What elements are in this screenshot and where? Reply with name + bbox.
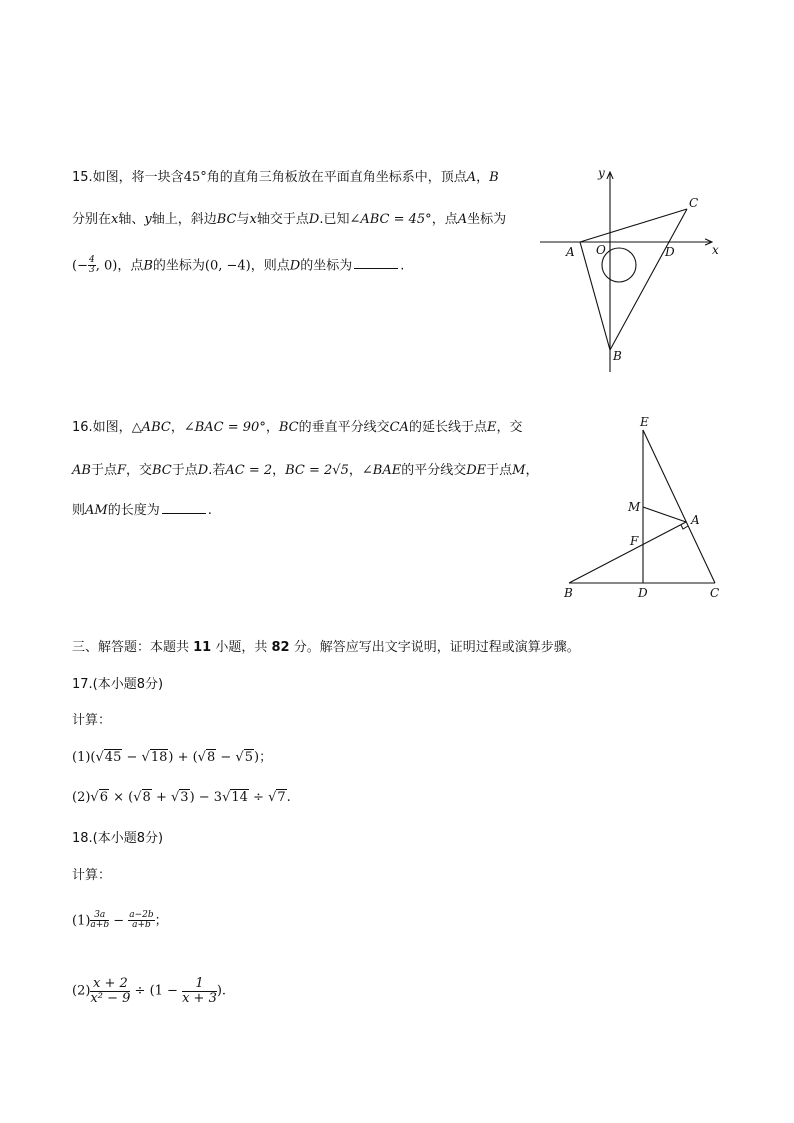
- q16-bc: BC: [278, 420, 299, 435]
- q15-frac-den: 3: [88, 265, 95, 276]
- q15-text: 轴、: [118, 212, 145, 227]
- q18-p1-den: a+b: [90, 920, 110, 931]
- q18-p2-den: x + 3: [182, 990, 217, 1006]
- figure-16: [556, 408, 736, 608]
- q17-p1-text: −: [122, 750, 142, 765]
- q17-p1-radicand: 8: [206, 750, 216, 765]
- q17-p2-text: +: [151, 790, 171, 805]
- q15-point-d: D: [308, 212, 320, 227]
- q15-text: .已知: [319, 212, 350, 227]
- q15-math-45: 45: [183, 170, 201, 185]
- q15-text: ，点: [117, 258, 144, 274]
- q16-text: ，: [265, 420, 279, 435]
- q15-line-2: [72, 210, 506, 230]
- q15-text: 轴上，斜边: [151, 212, 217, 227]
- segment-ba: [569, 522, 686, 583]
- q16-line-1: [72, 418, 522, 438]
- q15-text: ，点: [431, 212, 458, 227]
- section-3-heading: [72, 638, 580, 658]
- q15-answer-blank[interactable]: [354, 256, 398, 269]
- q15-text: ，则点: [250, 258, 290, 274]
- q18-p1-num: 3a: [90, 911, 109, 921]
- q18-p2-num: 1: [182, 977, 217, 992]
- q17-p2-text: .: [286, 790, 291, 805]
- q16-text: 则: [72, 503, 86, 518]
- q18-p2-fraction-2: [182, 977, 217, 1005]
- q18-p2-fraction-1: [90, 977, 130, 1005]
- q16-point-f: F: [116, 463, 126, 478]
- q15-text: ，: [476, 170, 490, 185]
- q18-p1-den: a+b: [132, 920, 151, 931]
- label-y: y: [598, 166, 605, 180]
- label-b: B: [613, 349, 622, 363]
- q16-bc: BC: [152, 463, 172, 478]
- q16-text: 的平分线交: [401, 463, 467, 478]
- q16-text: .若: [208, 463, 226, 478]
- q18-intro: 计算：: [72, 868, 112, 883]
- q15-coord-close: , 0): [95, 258, 118, 274]
- q16-ca: CA: [389, 420, 409, 435]
- q16-text: ，交: [126, 463, 153, 478]
- segment-ab: [580, 242, 610, 350]
- q18-p2-num: x + 2: [90, 977, 130, 992]
- q16-de: DE: [466, 463, 487, 478]
- q15-text: 轴交于点: [256, 212, 309, 227]
- q17-intro: 计算：: [72, 713, 112, 728]
- q15-text: 分别在: [72, 212, 112, 227]
- q15-text: 坐标为: [467, 212, 507, 227]
- q17-p2-text: ) − 3: [189, 790, 223, 805]
- q17-p1-text: )；: [254, 750, 273, 765]
- q18-part-1: [72, 911, 168, 931]
- q16-text: 的延长线于点: [408, 420, 487, 435]
- label-d: D: [638, 586, 648, 600]
- label-o: O: [596, 243, 606, 257]
- q17-p1-radicand: 45: [104, 750, 122, 765]
- q15-text: .: [400, 258, 405, 274]
- q16-line-3: [72, 501, 212, 521]
- q15-bc: BC: [216, 212, 237, 227]
- q18-p1-fraction-1: [90, 911, 109, 931]
- label-x: x: [712, 243, 719, 257]
- section-3-text: 小题，共: [211, 640, 272, 655]
- q17-p2-text: (2): [72, 790, 91, 805]
- q15-coord-open: (−: [72, 258, 88, 274]
- q17-p2-radicand: 8: [142, 790, 151, 805]
- q15-text: 与: [236, 212, 250, 227]
- q17-p1-radicand: 18: [150, 750, 168, 765]
- label-m: M: [628, 500, 641, 514]
- q16-answer-blank[interactable]: [162, 501, 206, 514]
- q16-text: 于点: [90, 463, 117, 478]
- q18-p1-text: −: [109, 913, 129, 929]
- q16-triangle: △ABC: [131, 420, 171, 435]
- label-e: E: [640, 415, 649, 429]
- q16-text: ，: [348, 463, 362, 478]
- q15-point-d: D: [289, 258, 301, 274]
- q16-text: 于点: [486, 463, 513, 478]
- q18-p2-text: ÷ (1 −: [130, 983, 183, 999]
- q17-p2-radicand: 3: [180, 790, 189, 805]
- q15-text: 的坐标为: [152, 258, 205, 274]
- q18-p1-text: ；: [154, 913, 168, 929]
- section-3-text: 三、解答题：本题共: [72, 640, 194, 655]
- label-a: A: [566, 245, 575, 259]
- q18-header: 18.(本小题8分): [72, 831, 164, 846]
- q17-p2-text: ÷: [248, 790, 269, 805]
- q15-angle: ∠ABC = 45°: [349, 212, 432, 227]
- q17-p1-text: (1)(: [72, 750, 96, 765]
- q16-point-e: E: [486, 420, 497, 435]
- segment-bc: [610, 209, 687, 350]
- label-a: A: [691, 513, 700, 527]
- figure-15: [530, 160, 730, 380]
- q16-text: 16.如图，: [72, 420, 132, 435]
- q16-am: AM: [85, 503, 108, 518]
- q18-p1-num: a−2b: [129, 910, 154, 920]
- section-3-count: 11: [193, 640, 212, 655]
- q15-line-1: [72, 168, 499, 188]
- q16-text: ，: [272, 463, 286, 478]
- q17-p2-text: × (: [109, 790, 134, 805]
- q15-fraction: [88, 256, 96, 276]
- label-f: F: [630, 534, 639, 548]
- q15-text: °角的直角三角板放在平面直角坐标系中，顶点: [200, 170, 467, 185]
- q17-p2-radicand: 7: [277, 790, 286, 805]
- q18-p1-text: (1): [72, 913, 91, 929]
- q15-coord-b: (0, −4): [204, 258, 251, 274]
- q16-point-d: D: [197, 463, 209, 478]
- q18-p2-text: ).: [216, 983, 227, 999]
- section-3-score: 82: [271, 640, 290, 655]
- q15-point-a: A: [457, 212, 468, 227]
- section-3-text: 分。解答应写出文字说明，证明过程或演算步骤。: [289, 640, 580, 655]
- label-b: B: [564, 586, 573, 600]
- q16-ab: AB: [72, 463, 91, 478]
- segment-ac: [580, 209, 687, 242]
- q17-p2-radicand: 6: [99, 790, 108, 805]
- q15-text: 的坐标为: [300, 258, 353, 274]
- circle: [602, 248, 636, 282]
- q17-part-2: (2)√6 × (√8 + √3) − 3√14 ÷ √7.: [72, 790, 291, 805]
- segment-ec: [643, 430, 715, 583]
- q16-text: 于点: [171, 463, 198, 478]
- label-c: C: [710, 586, 720, 600]
- q18-part-2: [72, 977, 226, 1005]
- q16-point-m: M: [512, 463, 526, 478]
- q15-point-b: B: [489, 170, 499, 185]
- q16-bc-value: BC = 2√5: [285, 463, 349, 478]
- q17-p1-radicand: 5: [244, 750, 253, 765]
- q15-text: 15.如图，将一块含: [72, 170, 184, 185]
- q15-line-3: [72, 256, 404, 276]
- q17-p1-text: ) + (: [168, 750, 198, 765]
- q15-x: x: [249, 212, 257, 227]
- q18-p1-fraction-2: [128, 911, 154, 931]
- q15-frac-num: 4: [88, 255, 95, 265]
- q16-line-2: [72, 461, 539, 481]
- q16-text: 的垂直平分线交: [298, 420, 390, 435]
- label-d: D: [665, 245, 675, 259]
- q18-p2-den: x² − 9: [90, 990, 131, 1006]
- q15-x: x: [111, 212, 119, 227]
- q17-p2-radicand: 14: [231, 790, 248, 805]
- right-angle-mark: [681, 525, 688, 529]
- q17-header: 17.(本小题8分): [72, 677, 164, 692]
- q18-p2-text: (2): [72, 983, 91, 999]
- q15-point-b: B: [143, 258, 153, 274]
- q16-text: ，交: [496, 420, 523, 435]
- q16-text: ，: [525, 463, 539, 478]
- q15-y: y: [144, 212, 152, 227]
- segment-ma: [643, 507, 686, 522]
- q16-angle-bae: ∠BAE: [361, 463, 402, 478]
- q16-text: ，: [170, 420, 184, 435]
- q17-part-1: (1)(√45 − √18) + (√8 − √5)；: [72, 750, 273, 765]
- q17-p1-text: −: [216, 750, 236, 765]
- q15-point-a: A: [466, 170, 477, 185]
- q16-ac: AC = 2: [225, 463, 273, 478]
- q16-text: 的长度为: [107, 503, 160, 518]
- label-c: C: [689, 196, 699, 210]
- q16-angle: ∠BAC = 90°: [183, 420, 266, 435]
- q16-text: .: [207, 503, 212, 518]
